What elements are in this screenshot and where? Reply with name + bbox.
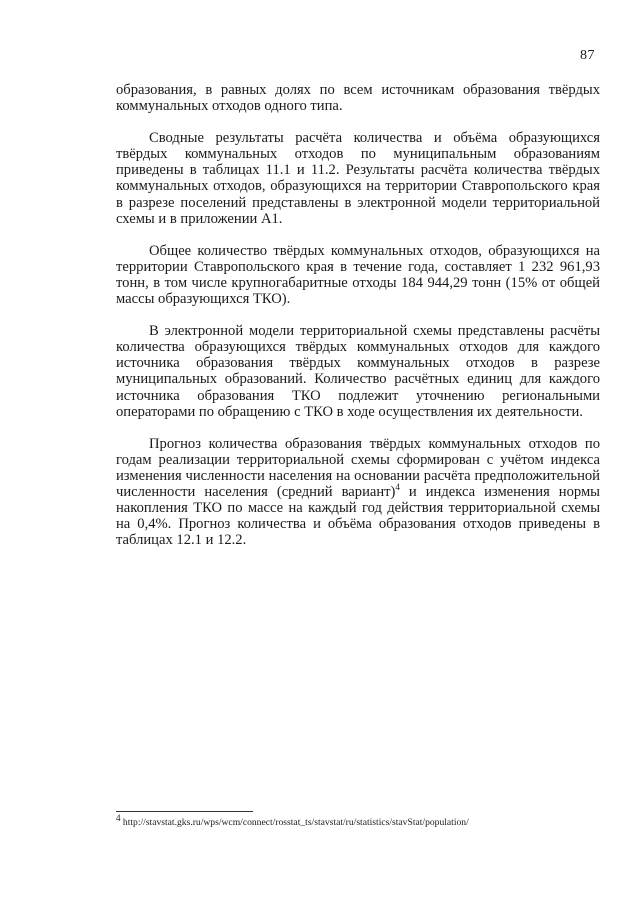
page-number: 87 [580,48,595,63]
forecast-text-before: Прогноз количества образования твёрдых коммунальных отходов по годам реализации территориальной схемы сформирован с учётом индекса изменения численности населения на основании расчёта предположительной численности населения (средний вариант) [116,435,600,500]
paragraph-summary-results: Сводные результаты расчёта количества и объёма образующихся твёрдых коммунальных отходов по муниципальным образованиям приведены в таблицах 11.1 и 11.2. Результаты расчёта количества твёрдых коммунальных отходов, образующихся на территории Ставропольского края в разрезе поселений представлены в электронной модели территориальной схемы и в приложении А1. [116,130,600,227]
footnote-divider [116,811,253,812]
footnote-link[interactable]: http://stavstat.gks.ru/wps/wcm/connect/rosstat_ts/stavstat/ru/statistics/stavStat/population/ [120,817,469,828]
footnote-marker: 4 [116,812,121,823]
paragraph-total-waste: Общее количество твёрдых коммунальных отходов, образующихся на территории Ставропольского края в течение года, составляет 1 232 961,93 тонн, в том числе крупногабаритные отходы 184 944,29 тонн (15% от общей массы образующихся ТКО). [116,242,600,308]
footnote [116,812,606,829]
forecast-text-after: и индекса изменения нормы накопления ТКО по массе на каждый год действия территориальной схемы на 0,4%. Прогноз количества и объёма образования отходов приведены в таблицах 12.1 и 12.2. [116,483,600,549]
document-body [116,82,600,548]
footnote-reference[interactable]: 4 [395,482,400,493]
paragraph-forecast [116,436,600,549]
paragraph-electronic-model: В электронной модели территориальной схемы представлены расчёты количества образующихся твёрдых коммунальных отходов для каждого источника образования твёрдых коммунальных отходов в разрезе муниципальных образований. Количество расчётных единиц для каждого источника образования ТКО подлежит уточнению региональными операторами по обращению с ТКО в ходе осуществления их деятельности. [116,323,600,420]
paragraph-continuation: образования, в равных долях по всем источникам образования твёрдых коммунальных отходов одного типа. [116,82,600,115]
